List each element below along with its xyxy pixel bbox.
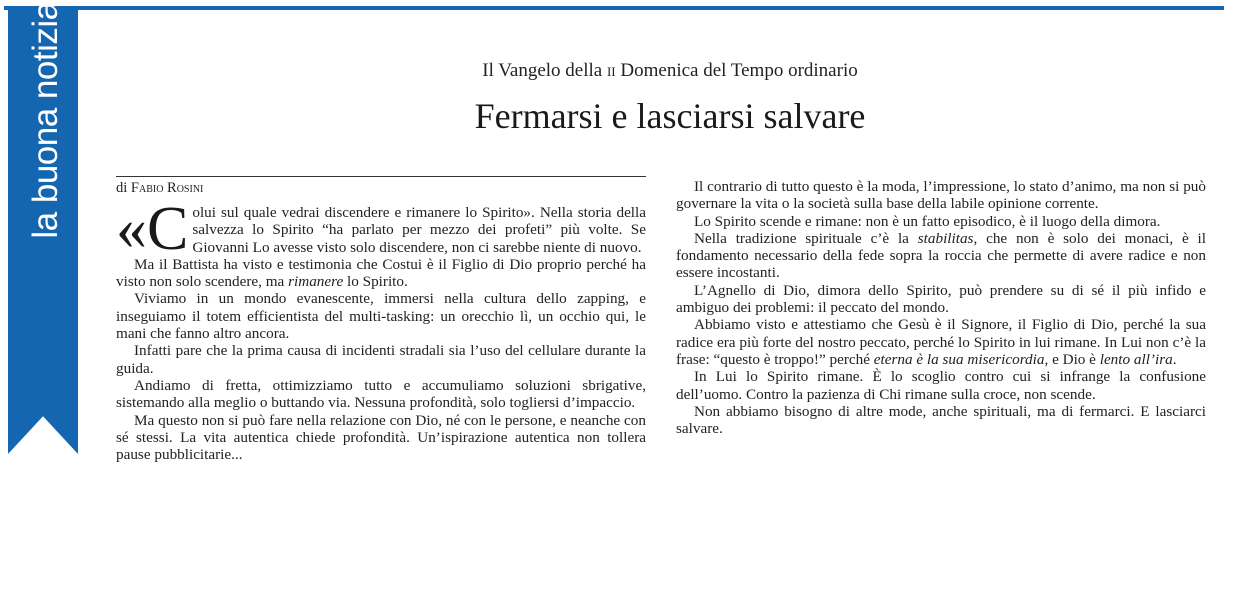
kicker (120, 60, 1220, 82)
paragraph (116, 256, 646, 291)
paragraph: Viviamo in un mondo evanescente, immersi nella cultura dello zapping, e inseguiamo il totem efficientista del multi-tasking: un orecchio lì, un occhio qui, le mani che fanno altro ancora. (116, 290, 646, 343)
kicker-numeral: ii (606, 60, 616, 81)
emphasis: stabilitas (917, 229, 974, 247)
paragraph: L’Agnello di Dio, dimora dello Spirito, può prendere su di sé il più infido e ambiguo dei problemi: il peccato del mondo. (676, 281, 1206, 317)
drop-cap: «C (116, 195, 189, 263)
kicker-before: Il Vangelo della (482, 60, 607, 81)
paragraph: Non abbiamo bisogno di altre mode, anche spirituali, ma di fermarci. E lasciarci salvare. (676, 402, 1206, 438)
byline-author: Fabio Rosini (130, 180, 204, 196)
paragraph-text: lo Spirito. (343, 273, 408, 291)
paragraph: Lo Spirito scende e rimane: non è un fatto episodico, è il luogo della dimora. (694, 212, 1161, 230)
paragraph-text: , e Dio è (1044, 350, 1100, 368)
paragraph-text: , che non è solo dei monaci, è il fondamento necessario della fede sopra la roccia che permette di avere radice e non essere incostanti. (676, 229, 1206, 282)
paragraph (676, 316, 1206, 368)
paragraph-text: Abbiamo visto e attestiamo che Gesù è il Signore, il Figlio di Dio, perché la sua radice era più forte del nostro peccato, perché lo Spirito in lui rimane. In Lui non c’è la frase: “questo è troppo!” perché (676, 316, 1206, 368)
byline-prefix: di (116, 180, 131, 196)
paragraph-text: Ma il Battista ha visto e testimonia che Costui è il Figlio di Dio proprio perché ha visto non solo scendere, ma (116, 255, 646, 291)
emphasis: eterna è la sua misericordia (873, 350, 1045, 368)
paragraph: Infatti pare che la prima causa di incidenti stradali sia l’uso del cellulare durante la guida. (116, 342, 646, 377)
paragraph-text: olui sul quale vedrai discendere e rimanere lo Spirito». Nella storia della salvezza lo Spirito “ha parlato per mezzo dei profeti” più volte. Se Giovanni Lo avesse visto solo discendere, non ci sarebbe niente di nuovo. (192, 204, 646, 256)
paragraph: In Lui lo Spirito rimane. È lo scoglio contro cui si infrange la confusione dell’uomo. Contro la pazienza di Chi rimane sulla croce, non scende. (676, 368, 1206, 403)
paragraph: Il contrario di tutto questo è la moda, l’impressione, lo stato d’animo, ma non si può governare la vita o la società sulla base della labile opinione corrente. (676, 178, 1206, 213)
article-column-right (676, 178, 1206, 437)
kicker-after: Domenica del Tempo ordinario (615, 60, 858, 81)
paragraph: Andiamo di fretta, ottimizziamo tutto e accumuliamo soluzioni sbrigative, sistemando alla meglio o buttando via. Nessuna profondità, solo togliersi d’impaccio. (116, 376, 646, 412)
paragraph: Ma questo non si può fare nella relazione con Dio, né con le persone, e neanche con sé stessi. La vita autentica chiede profondità. Un’ispirazione autentica non tollera pause pubblicitarie... (116, 411, 646, 464)
byline-rule (116, 176, 646, 177)
section-label: la buona notizia (26, 1, 65, 239)
article-column-left (116, 195, 646, 464)
emphasis: lento all’ira (1099, 350, 1173, 368)
headline: Fermarsi e lasciarsi salvare (474, 96, 866, 136)
top-rule (4, 6, 1224, 10)
paragraph (116, 195, 646, 263)
paragraph-text: Nella tradizione spirituale c’è la (694, 229, 918, 247)
emphasis: rimanere (288, 273, 344, 291)
paragraph (676, 230, 1206, 282)
paragraph-text: . (1172, 350, 1177, 368)
